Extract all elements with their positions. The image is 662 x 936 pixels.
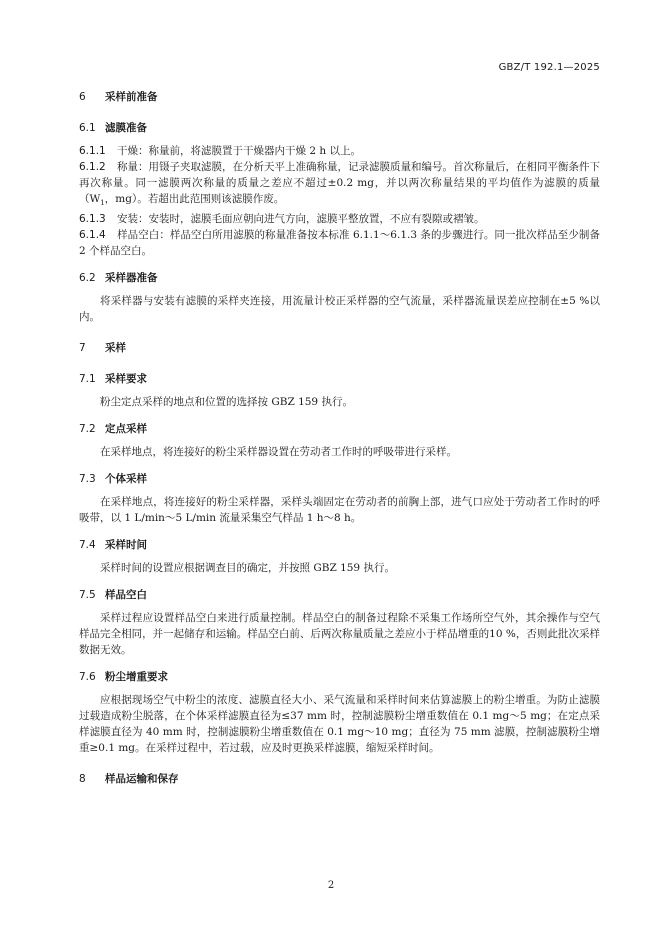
clause-number: 6.1.2 (79, 161, 106, 173)
subscript: 1 (100, 199, 105, 208)
heading-number: 6.2 (79, 272, 96, 285)
heading-number: 7.2 (79, 423, 96, 436)
clause-text: 样品空白：样品空白所用滤膜的称量准备按本标准 6.1.1～6.1.3 条的步骤进行。同一批次样品至少制备 2 个样品空白。 (79, 229, 600, 258)
heading-title: 滤膜准备 (105, 122, 147, 134)
heading-title: 采样前准备 (105, 91, 158, 103)
heading-title: 粉尘增重要求 (105, 671, 168, 684)
clause-6-1-2 (79, 159, 600, 211)
heading-number: 7 (79, 342, 86, 355)
heading-number: 7.6 (79, 671, 96, 684)
heading-7-3 (79, 472, 600, 487)
heading-8 (79, 772, 600, 787)
heading-title: 样品运输和保存 (105, 773, 179, 786)
clause-6-1-4 (79, 227, 600, 259)
heading-7 (79, 341, 600, 356)
heading-number: 6 (79, 91, 86, 103)
paragraph-7-4: 采样时间的设置应根据调查目的确定，并按照 GBZ 159 执行。 (100, 562, 395, 575)
paragraph-7-6: 应根据现场空气中粉尘的浓度、滤膜直径大小、采气流量和采样时间来估算滤膜上的粉尘增重。为防止滤膜过载造成粉尘脱落，在个体采样滤膜直径为≤37 mm 时，控制滤膜粉尘增重数值在 0.1 mg～5 mg；在定点采样滤膜直径为 40 mm 时，控制滤膜粉尘增重数值在 0.1 mg～10 mg；直径为 75 mm 滤膜，控制滤膜粉尘增重≥0.1 mg。在采样过程中，若过载，应及时更换采样滤膜，缩短采样时间。 (79, 694, 600, 755)
document-body (79, 90, 600, 787)
paragraph-7-2: 在采样地点，将连接好的粉尘采样器设置在劳动者工作时的呼吸带进行采样。 (100, 446, 457, 459)
clause-6-1-1 (79, 143, 600, 159)
heading-title: 采样时间 (105, 539, 147, 552)
page-number: 2 (327, 880, 335, 891)
clause-number: 6.1.1 (79, 145, 106, 157)
clause-text: 干燥：称量前，将滤膜置于干燥器内干燥 2 h 以上。 (117, 145, 361, 157)
paragraph-7-1: 粉尘定点采样的地点和位置的选择按 GBZ 159 执行。 (100, 396, 353, 409)
heading-7-2 (79, 422, 600, 437)
heading-6-2 (79, 271, 600, 286)
heading-7-1 (79, 372, 600, 387)
heading-7-4 (79, 538, 600, 553)
heading-number: 7.1 (79, 373, 96, 386)
clause-number: 6.1.4 (79, 229, 106, 242)
paragraph-7-5: 采样过程应设置样品空白来进行质量控制。样品空白的制备过程除不采集工作场所空气外，其余操作与空气样品完全相同，并一起储存和运输。样品空白前、后两次称量质量之差应小于样品增重的10 %，否则此批次采样数据无效。 (79, 612, 600, 657)
paragraph-7-3: 在采样地点，将连接好的粉尘采样器，采样头端固定在劳动者的前胸上部，进气口应处于劳动者工作时的呼吸带，以 1 L/min～5 L/min 流量采集空气样品 1 h～8 h。 (79, 496, 600, 525)
heading-number: 6.1 (79, 122, 96, 134)
heading-7-6 (79, 670, 600, 685)
heading-number: 8 (79, 773, 86, 786)
clause-6-1-3 (79, 211, 600, 227)
heading-title: 样品空白 (105, 589, 147, 602)
heading-6 (79, 90, 600, 105)
heading-title: 采样器准备 (105, 272, 158, 285)
clause-number: 6.1.3 (79, 213, 106, 226)
heading-title: 采样 (105, 342, 126, 355)
heading-title: 采样要求 (105, 373, 147, 386)
heading-number: 7.5 (79, 589, 96, 602)
heading-title: 个体采样 (105, 473, 147, 486)
heading-title: 定点采样 (105, 423, 147, 436)
clause-text-cont: ，mg）。若超出此范围则该滤膜作废。 (104, 193, 285, 205)
clause-text: 称量：用镊子夹取滤膜，在分析天平上准确称量，记录滤膜质量和编号。首次称量后，在相同平衡条件下再次称量。同一滤膜两次称量的质量之差应不超过±0.2 mg，并以两次称量结果的平均值作为滤膜的质量（W (79, 161, 600, 205)
heading-number: 7.4 (79, 539, 96, 552)
standard-code-header: GBZ/T 192.1—2025 (498, 62, 600, 73)
paragraph-6-2: 将采样器与安装有滤膜的采样夹连接，用流量计校正采样器的空气流量，采样器流量误差应控制在±5 %以内。 (79, 295, 600, 324)
clause-text: 安装：安装时，滤膜毛面应朝向进气方向，滤膜平整放置，不应有裂隙或褶皱。 (117, 213, 485, 226)
heading-6-1 (79, 121, 600, 136)
heading-7-5 (79, 588, 600, 603)
heading-number: 7.3 (79, 473, 96, 486)
